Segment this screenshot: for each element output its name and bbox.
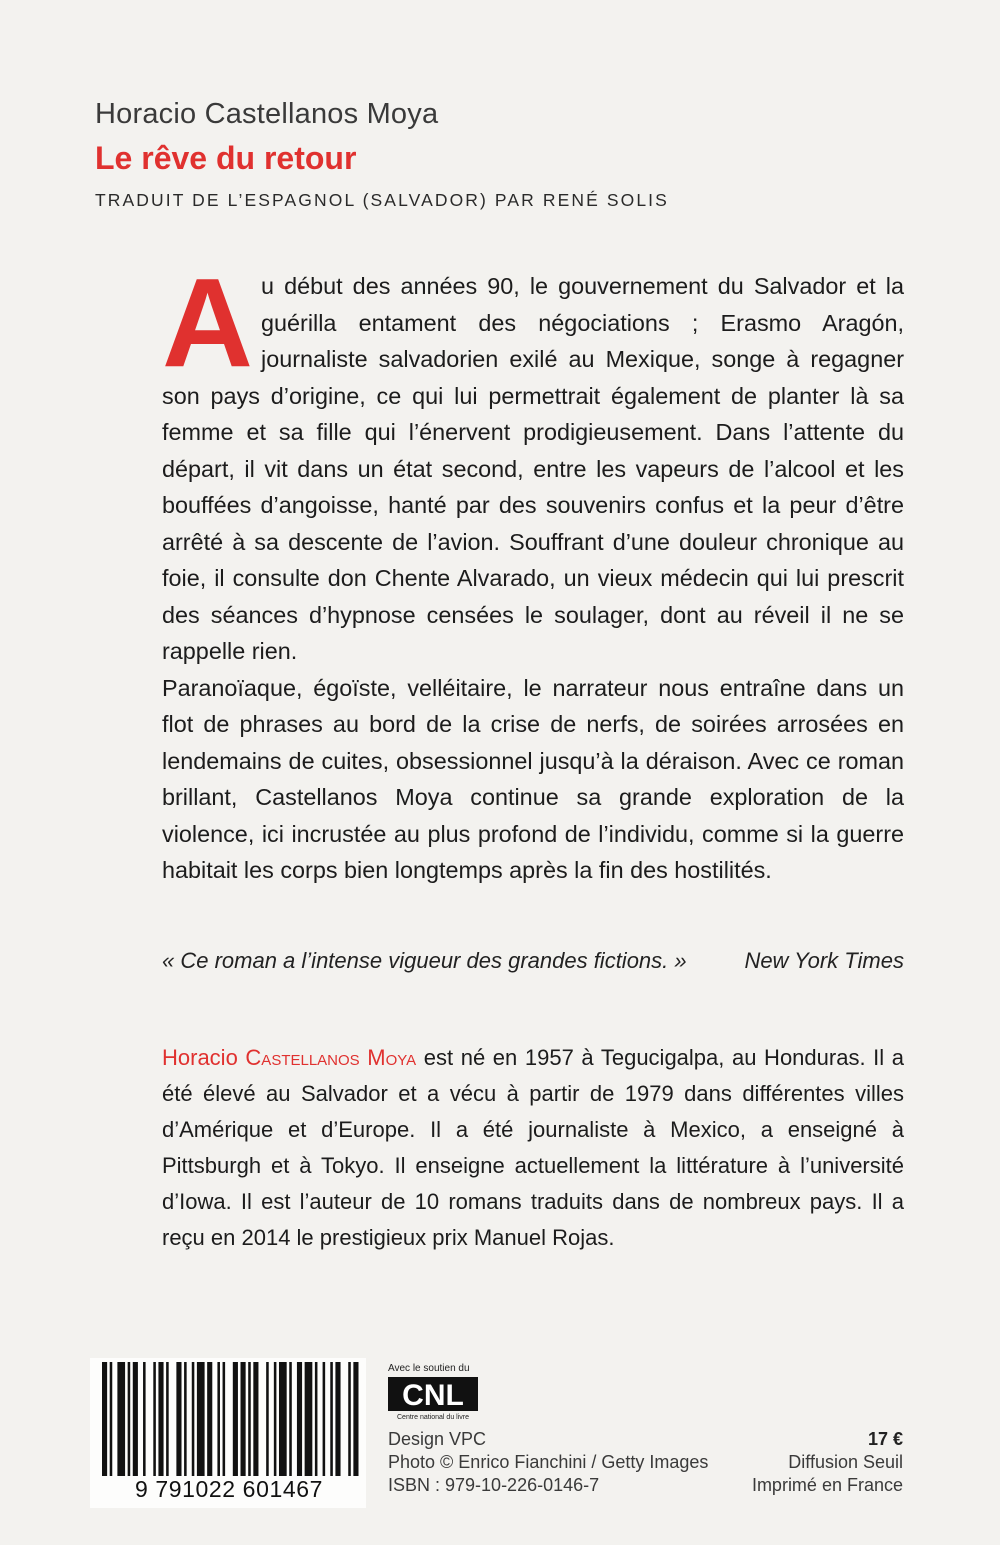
barcode-digits: 9 791022 601467: [98, 1476, 360, 1503]
barcode-bar: [241, 1362, 246, 1476]
barcode-bar: [335, 1362, 340, 1476]
isbn-text: ISBN : 979-10-226-0146-7: [388, 1475, 600, 1495]
synopsis-paragraph: Paranoïaque, égoïste, velléitaire, le narrateur nous entraîne dans un flot de phrases au bord de la crise de nerfs, de soirées arrosées en lendemains de cuites, obsessionnel jusqu’à la déraison. Avec ce roman brillant, Castellanos Moya continue sa grande exploration de la violence, ici incrustée au plus profond de l’individu, comme si la guerre habitait les corps bien longtemps après la fin des hostilités.: [162, 674, 904, 883]
book-title: Le rêve du retour: [95, 140, 357, 176]
barcode: [90, 1358, 366, 1508]
bio-author-name: [162, 1045, 416, 1070]
barcode-bar: [133, 1362, 138, 1476]
price: 17 €: [867, 1429, 903, 1449]
barcode-bar: [102, 1362, 107, 1490]
barcode-bar: [192, 1362, 195, 1476]
cnl-logo-caption: Centre national du livre: [397, 1414, 469, 1421]
distribution: Diffusion Seuil: [788, 1452, 903, 1472]
barcode-bar: [323, 1362, 326, 1476]
synopsis-paragraph: [162, 252, 904, 670]
barcode-bar: [253, 1362, 258, 1476]
barcode-bar: [166, 1362, 169, 1476]
barcode-bar: [110, 1362, 113, 1490]
barcode-bar: [117, 1362, 125, 1476]
printed-in: Imprimé en France: [751, 1475, 903, 1495]
bio-surname: Castellanos Moya: [245, 1045, 417, 1070]
barcode-bar: [305, 1362, 313, 1476]
barcode-bar: [184, 1362, 187, 1476]
publisher-info: [752, 1428, 903, 1497]
barcode-bar: [353, 1362, 358, 1476]
barcode-bar: [233, 1362, 238, 1476]
barcode-bar: [197, 1362, 205, 1476]
barcode-bar: [266, 1362, 269, 1476]
barcode-bar: [289, 1362, 292, 1476]
barcode-bar: [143, 1362, 146, 1476]
barcode-bar: [217, 1362, 220, 1476]
barcode-bar: [176, 1362, 181, 1476]
barcode-bar: [315, 1362, 318, 1476]
barcode-bar: [248, 1362, 251, 1476]
bio-paragraph: [162, 1040, 904, 1256]
design-credit: Design VPC: [388, 1429, 487, 1449]
barcode-bar: [274, 1362, 277, 1490]
barcode-bar: [128, 1362, 131, 1476]
cnl-support-text: Avec le soutien du: [388, 1363, 470, 1374]
synopsis: [162, 252, 904, 889]
translation-credit: TRADUIT DE L’ESPAGNOL (SALVADOR) PAR RENÉ SOLIS: [95, 190, 669, 210]
bio-first-name: Horacio: [162, 1045, 238, 1070]
bio-text: est né en 1957 à Tegucigalpa, au Honduras. Il a été élevé au Salvador et a vécu à partir de 1979 dans différentes villes d’Amérique et d’Europe. Il a été journaliste à Mexico, a enseigné à Pittsburgh et à Tokyo. Il enseigne actuellement la littérature à l’université d’Iowa. Il est l’auteur de 10 romans traduits dans de nombreux pays. Il a reçu en 2014 le prestigieux prix Manuel Rojas.: [162, 1045, 904, 1250]
barcode-bar: [297, 1362, 302, 1476]
quote-source: New York Times: [744, 948, 904, 973]
barcode-bar: [223, 1362, 226, 1476]
quote-text: « Ce roman a l’intense vigueur des grandes fictions. »: [162, 948, 687, 973]
drop-cap-letter: A: [162, 252, 253, 393]
barcode-bar: [153, 1362, 156, 1476]
photo-credit: Photo © Enrico Fianchini / Getty Images: [388, 1452, 709, 1472]
cnl-logo-letters: CNL: [402, 1379, 464, 1412]
barcode-bar: [207, 1362, 212, 1476]
barcode-bar: [158, 1362, 163, 1476]
cnl-logo: [388, 1377, 478, 1421]
barcode-bar: [330, 1362, 333, 1476]
author-name: Horacio Castellanos Moya: [95, 98, 439, 130]
synopsis-paragraph-text: u début des années 90, le gouvernement du Salvador et la guérilla entament des négociations ; Erasmo Aragón, journaliste salvadorien exilé au Mexique, songe à regagner son pays d’origine, ce qui lui permettrait également de planter là sa femme et sa fille qui l’énervent prodigieusement. Dans l’attente du départ, il vit dans un état second, entre les vapeurs de l’alcool et les bouffées d’angoisse, hanté par des souvenirs confus et la peur d’être arrêté à sa descente de l’avion. Souffrant d’une douleur chronique au foie, il consulte don Chente Alvarado, un vieux médecin qui lui prescrit des séances d’hypnose censées le soulager, dont au réveil il ne se rappelle rien.: [162, 273, 904, 664]
credits: [388, 1428, 708, 1497]
author-bio: [162, 1040, 904, 1256]
barcode-bar: [348, 1362, 351, 1476]
barcode-bar: [279, 1362, 287, 1490]
